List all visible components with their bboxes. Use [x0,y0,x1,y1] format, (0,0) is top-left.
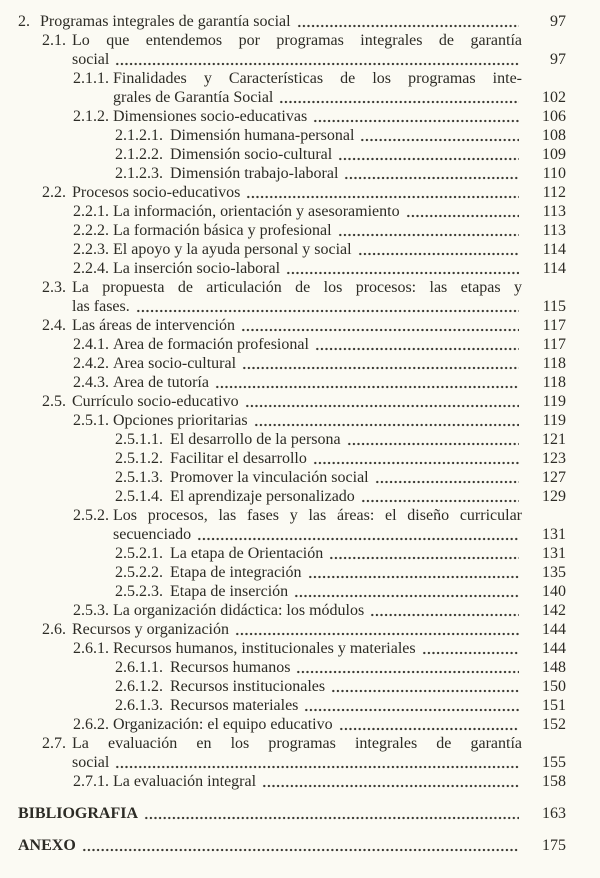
entry-body [72,50,522,69]
toc-entry [73,107,566,126]
toc-entry [73,335,566,354]
toc-line [73,69,566,88]
entry-title: Area de tutoría [113,374,209,391]
back-matter-entry [18,804,566,823]
entry-title: las fases. [72,298,130,315]
page-number: 114 [542,241,566,258]
entry-body [170,696,522,715]
toc-entry [73,202,566,221]
page-number: 152 [542,716,566,733]
entry-body [72,278,522,297]
entry-body [170,164,522,183]
page-number [522,69,566,88]
toc-line [18,12,566,31]
section-number: 2. [18,13,30,30]
toc-list [18,12,566,791]
dot-leader [246,195,519,199]
section-number: 2.4. [42,317,66,334]
toc-line [42,278,566,297]
page-number: 131 [542,545,566,562]
entry-title: Dimensión socio-cultural [170,146,333,163]
entry-body [18,804,522,823]
entry-body [113,107,522,126]
toc-line [42,620,566,639]
toc-line [42,31,566,50]
section-number: 2.5.1.4. [115,488,163,505]
toc-entry [115,544,566,563]
page-number: 117 [542,317,566,334]
dot-leader [422,651,519,655]
page-number: 119 [542,412,566,429]
entry-body [113,69,522,88]
dot-leader [241,328,519,332]
section-number: 2.6.1.3. [115,697,163,714]
entry-body [170,563,522,582]
entry-body [113,221,522,240]
page-number: 163 [542,805,566,822]
toc-entry [73,259,566,278]
entry-body [72,183,522,202]
entry-body [113,202,522,221]
toc-entry [73,601,566,620]
entry-title: Recursos materiales [170,697,299,714]
entry-title: Dimensión humana-personal [170,127,355,144]
dot-leader [294,594,519,598]
entry-body [72,753,522,772]
entry-body [72,620,522,639]
dot-leader [197,537,519,541]
toc-entry [115,563,566,582]
entry-title: La propuesta de articulación de los procesos: las etapas y [72,279,522,296]
section-number: 2.2.2. [73,222,109,239]
page-number: 151 [542,697,566,714]
dot-leader [242,366,519,370]
toc-entry [73,240,566,259]
page-number: 148 [542,659,566,676]
toc-line [73,240,566,259]
toc-entry [115,696,566,715]
section-number: 2.5.1.1. [115,431,163,448]
entry-title: Recursos humanos [170,659,291,676]
toc-entry [73,221,566,240]
toc-line [115,677,566,696]
section-number: 2.5.1.3. [115,469,163,486]
page-number: 135 [542,564,566,581]
entry-title: Procesos socio-educativos [72,184,241,201]
dot-leader [315,347,519,351]
entry-title: grales de Garantía Social [113,89,274,106]
page-number: 140 [542,583,566,600]
toc-entry [42,316,566,335]
toc-line [73,506,566,525]
toc-line [115,658,566,677]
dot-leader [82,848,519,852]
toc-line [73,411,566,430]
toc-entry [42,278,566,316]
toc-entry [115,145,566,164]
entry-body [113,411,522,430]
toc-entry [18,12,566,31]
toc-entry [73,772,566,791]
dot-leader [406,214,519,218]
page-number: 113 [542,203,566,220]
entry-body [72,31,522,50]
entry-title: La inserción socio-laboral [113,260,281,277]
dot-leader [262,784,519,788]
toc-line [73,601,566,620]
dot-leader [370,613,519,617]
toc-entry [115,582,566,601]
entry-title: El apoyo y la ayuda personal y social [113,241,352,258]
dot-leader [215,385,519,389]
back-matter-label: BIBLIOGRAFIA [18,805,139,822]
page-number: 144 [542,640,566,657]
entry-title: La evaluación en los programas integrales de garantía [72,735,522,752]
entry-title: El desarrollo de la persona [170,431,341,448]
entry-title: Recursos y organización [72,621,229,638]
entry-title: El aprendizaje personalizado [170,488,355,505]
toc-entry [115,658,566,677]
entry-title: Area socio-cultural [113,355,237,372]
entry-title: Dimensiones socio-educativas [113,108,308,125]
toc-entry [42,183,566,202]
entry-title: Recursos humanos, institucionales y materiales [113,640,416,657]
page-number: 155 [542,754,566,771]
dot-leader [361,499,519,503]
entry-title: La información, orientación y asesoramiento [113,203,400,220]
page-number: 97 [550,13,566,30]
entry-title: Opciones prioritarias [113,412,248,429]
dot-leader [297,24,519,28]
dot-leader [338,233,519,237]
entry-body [170,449,522,468]
entry-title: Los procesos, las fases y las áreas: el diseño curricular [113,507,522,524]
entry-body [170,582,522,601]
toc-entry [73,411,566,430]
section-number: 2.2.3. [73,241,109,258]
section-number: 2.6.1. [73,640,109,657]
entry-title: secuenciado [113,526,192,543]
page-number: 118 [542,374,566,391]
page-number [522,506,566,525]
entry-body [113,354,522,373]
entry-body [170,487,522,506]
back-matter-label: ANEXO [18,837,76,854]
section-number: 2.4.1. [73,336,109,353]
section-number: 2.5.2.1. [115,545,163,562]
dot-leader [279,100,519,104]
entry-body [18,836,522,855]
section-number: 2.1. [42,32,66,49]
section-number: 2.2.4. [73,260,109,277]
section-number: 2.1.2.3. [115,165,163,182]
toc-entry [42,620,566,639]
page-number: 117 [542,336,566,353]
toc-line [115,430,566,449]
section-number: 2.4.3. [73,374,109,391]
page-number: 123 [542,450,566,467]
dot-leader [313,119,519,123]
toc-line [73,335,566,354]
entry-title: social [72,754,110,771]
page-number: 110 [542,165,566,182]
entry-body [113,335,522,354]
entry-body [113,525,522,544]
dot-leader [344,176,519,180]
toc-line [115,164,566,183]
section-number: 2.2. [42,184,66,201]
entry-body [40,12,522,31]
page-number [522,278,566,297]
entry-title: Area de formación profesional [113,336,309,353]
toc-entry [115,164,566,183]
page-number: 144 [542,621,566,638]
entry-title: Promover la vinculación social [170,469,369,486]
page-number: 127 [542,469,566,486]
toc-entry [73,373,566,392]
entry-title: La organización didáctica: los módulos [113,602,365,619]
entry-body [170,145,522,164]
section-number: 2.7.1. [73,773,109,790]
page-number: 150 [542,678,566,695]
toc-line [73,525,566,544]
section-number: 2.6.1.1. [115,659,163,676]
entry-body [113,772,522,791]
section-number: 2.5.1. [73,412,109,429]
entry-title: Etapa de integración [170,564,302,581]
toc-line [115,582,566,601]
page-number: 106 [542,108,566,125]
toc-line [73,354,566,373]
dot-leader [375,480,519,484]
toc-entry [115,468,566,487]
section-number: 2.1.1. [73,70,109,87]
dot-leader [331,689,519,693]
entry-body [170,468,522,487]
page-number: 114 [542,260,566,277]
entry-body [72,734,522,753]
entry-body [170,430,522,449]
entry-body [170,126,522,145]
dot-leader [339,727,519,731]
entry-title: La evaluación integral [113,773,257,790]
entry-title: Dimensión trabajo-laboral [170,165,339,182]
toc-line [42,297,566,316]
entry-title: Currículo socio-educativo [72,393,239,410]
toc-line [73,639,566,658]
entry-title: Programas integrales de garantía social [40,13,291,30]
page-number: 109 [542,146,566,163]
page-number [522,734,566,753]
section-number: 2.4.2. [73,355,109,372]
section-number: 2.3. [42,279,66,296]
toc-entry [115,430,566,449]
toc-line [42,392,566,411]
entry-body [113,240,522,259]
entry-body [113,506,522,525]
toc-line [115,696,566,715]
section-number: 2.5.1.2. [115,450,163,467]
toc-entry [42,392,566,411]
dot-leader [245,404,519,408]
entry-body [72,297,522,316]
entry-body [113,259,522,278]
page-number: 129 [542,488,566,505]
dot-leader [313,461,519,465]
dot-leader [235,632,519,636]
toc-line [73,221,566,240]
dot-leader [358,252,519,256]
entry-title: Las áreas de intervención [72,317,236,334]
dot-leader [347,442,519,446]
page-number: 175 [542,837,566,854]
page-number: 97 [550,51,566,68]
section-number: 2.2.1. [73,203,109,220]
section-number: 2.6.2. [73,716,109,733]
section-number: 2.1.2.2. [115,146,163,163]
section-number: 2.5.2.3. [115,583,163,600]
toc-entry [73,639,566,658]
page-number: 108 [542,127,566,144]
section-number: 2.6.1.2. [115,678,163,695]
toc-line [115,563,566,582]
entry-body [113,88,522,107]
entry-title: Etapa de inserción [170,583,289,600]
dot-leader [296,670,519,674]
entry-title: social [72,51,110,68]
page-number: 158 [542,773,566,790]
toc-line [42,734,566,753]
back-matter [18,804,566,855]
toc-line [42,753,566,772]
section-number: 2.5. [42,393,66,410]
toc-line [73,772,566,791]
page-number: 131 [542,526,566,543]
toc-entry [115,677,566,696]
toc-entry [42,734,566,772]
dot-leader [304,708,519,712]
entry-body [113,639,522,658]
toc-line [115,544,566,563]
dot-leader [308,575,520,579]
toc-entry [42,31,566,69]
dot-leader [115,62,519,66]
toc-entry [73,506,566,544]
toc-line [42,316,566,335]
dot-leader [286,271,519,275]
section-number: 2.1.2. [73,108,109,125]
dot-leader [115,765,519,769]
page-number: 142 [542,602,566,619]
toc-entry [73,69,566,107]
entry-body [113,715,522,734]
section-number: 2.5.2. [73,507,109,524]
entry-title: Finalidades y Características de los programas inte- [113,70,522,87]
section-number: 2.5.3. [73,602,109,619]
toc-line [73,715,566,734]
toc-line [115,145,566,164]
toc-line [115,126,566,145]
toc-entry [115,487,566,506]
dot-leader [338,157,519,161]
dot-leader [136,309,519,313]
section-number: 2.5.2.2. [115,564,163,581]
entry-title: La formación básica y profesional [113,222,332,239]
toc-line [42,183,566,202]
toc-line [73,202,566,221]
dot-leader [254,423,519,427]
page-number: 113 [542,222,566,239]
entry-body [170,658,522,677]
toc-line [73,88,566,107]
entry-title: Facilitar el desarrollo [170,450,307,467]
entry-body [170,544,522,563]
toc-entry [73,354,566,373]
entry-body [72,392,522,411]
toc-line [42,50,566,69]
dot-leader [144,816,519,820]
toc-line [115,449,566,468]
page-number: 118 [542,355,566,372]
entry-title: Recursos institucionales [170,678,326,695]
entry-title: Organización: el equipo educativo [113,716,333,733]
toc-entry [115,449,566,468]
entry-title: La etapa de Orientación [170,545,324,562]
entry-body [170,677,522,696]
dot-leader [329,556,519,560]
section-number: 2.6. [42,621,66,638]
section-number: 2.1.2.1. [115,127,163,144]
page-number: 119 [542,393,566,410]
toc-entry [73,715,566,734]
toc-line [73,373,566,392]
page-number [522,31,566,50]
back-matter-entry [18,836,566,855]
toc-line [73,107,566,126]
section-number: 2.7. [42,735,66,752]
entry-body [113,373,522,392]
page-number: 115 [542,298,566,315]
toc-line [115,487,566,506]
toc-line [73,259,566,278]
dot-leader [360,138,519,142]
page-number: 102 [542,89,566,106]
page-number: 112 [542,184,566,201]
toc-entry [115,126,566,145]
page-number: 121 [542,431,566,448]
entry-body [113,601,522,620]
entry-title: Lo que entendemos por programas integrales de garantía [72,32,522,49]
entry-body [72,316,522,335]
toc-line [115,468,566,487]
